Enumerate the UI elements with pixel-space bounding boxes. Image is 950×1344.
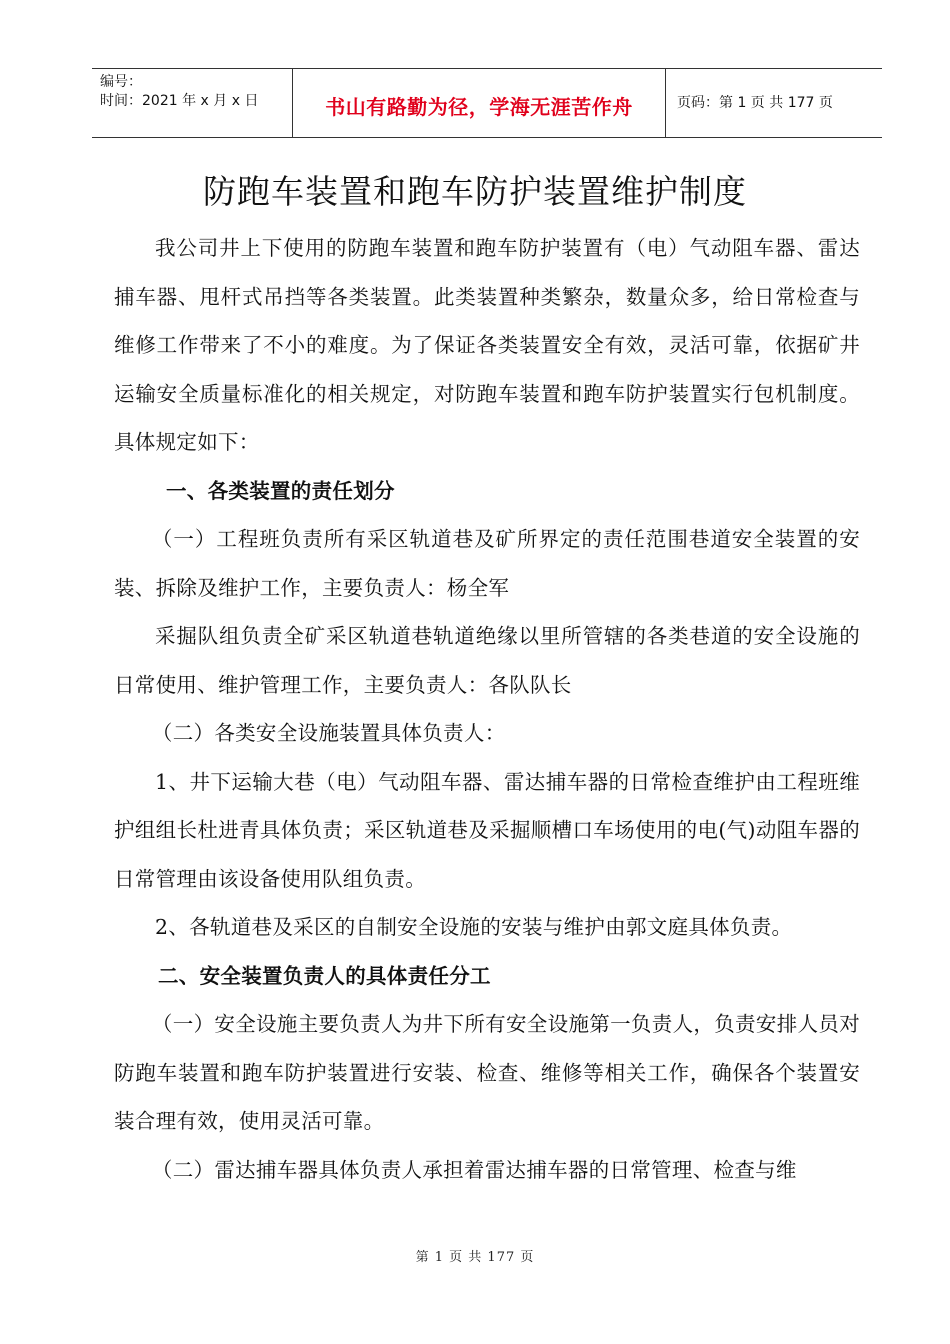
paragraph-2-1: （一）安全设施主要负责人为井下所有安全设施第一负责人，负责安排人员对防跑车装置和跑车防护装置进行安装、检查、维修等相关工作，确保各个装置安装合理有效，使用灵活可靠。 — [114, 1012, 860, 1133]
paragraph-1-1-b: 采掘队组负责全矿采区轨道巷轨道绝缘以里所管辖的各类巷道的安全设施的日常使用、维护管理工作，主要负责人：各队队长 — [114, 624, 860, 697]
document-body — [114, 224, 860, 1194]
document-number-label: 编号： — [100, 74, 142, 90]
section-heading-1: 一、各类装置的责任划分 — [166, 478, 395, 503]
paragraph-1-2-2: 2、各轨道巷及采区的自制安全设施的安装与维护由郭文庭具体负责。 — [155, 915, 793, 939]
paragraph-1-2-1: 1、井下运输大巷（电）气动阻车器、雷达捕车器的日常检查维护由工程班维护组组长杜进青具体负责；采区轨道巷及采掘顺槽口车场使用的电(气)动阻车器的日常管理由该设备使用队组负责。 — [114, 769, 860, 891]
header-meta-cell — [92, 69, 292, 137]
document-title: 防跑车装置和跑车防护装置维护制度 — [203, 172, 747, 211]
header-table — [92, 68, 882, 138]
document-time-label: 时间：2021 年 x 月 x 日 — [100, 93, 259, 109]
section-heading-2: 二、安全装置负责人的具体责任分工 — [158, 963, 491, 988]
intro-paragraph: 我公司井上下使用的防跑车装置和跑车防护装置有（电）气动阻车器、雷达捕车器、甩杆式吊挡等各类装置。此类装置种类繁杂，数量众多，给日常检查与维修工作带来了不小的难度。为了保证各类装置安全有效，灵活可靠，依据矿井运输安全质量标准化的相关规定，对防跑车装置和跑车防护装置实行包机制度。具体规定如下： — [114, 236, 860, 454]
header-motto-cell — [292, 69, 666, 137]
motto-text: 书山有路勤为径，学海无涯苦作舟 — [325, 95, 633, 119]
page-footer: 第 1 页 共 177 页 — [415, 1250, 535, 1265]
paragraph-1-2: （二）各类安全设施装置具体负责人： — [151, 721, 506, 745]
paragraph-1-1: （一）工程班负责所有采区轨道巷及矿所界定的责任范围巷道安全装置的安装、拆除及维护工作，主要负责人：杨全军 — [114, 527, 860, 600]
header-page-cell — [665, 69, 882, 137]
page-info-label: 页码：第 1 页 共 177 页 — [677, 95, 833, 111]
paragraph-2-2: （二）雷达捕车器具体负责人承担着雷达捕车器的日常管理、检查与维 — [151, 1157, 797, 1182]
